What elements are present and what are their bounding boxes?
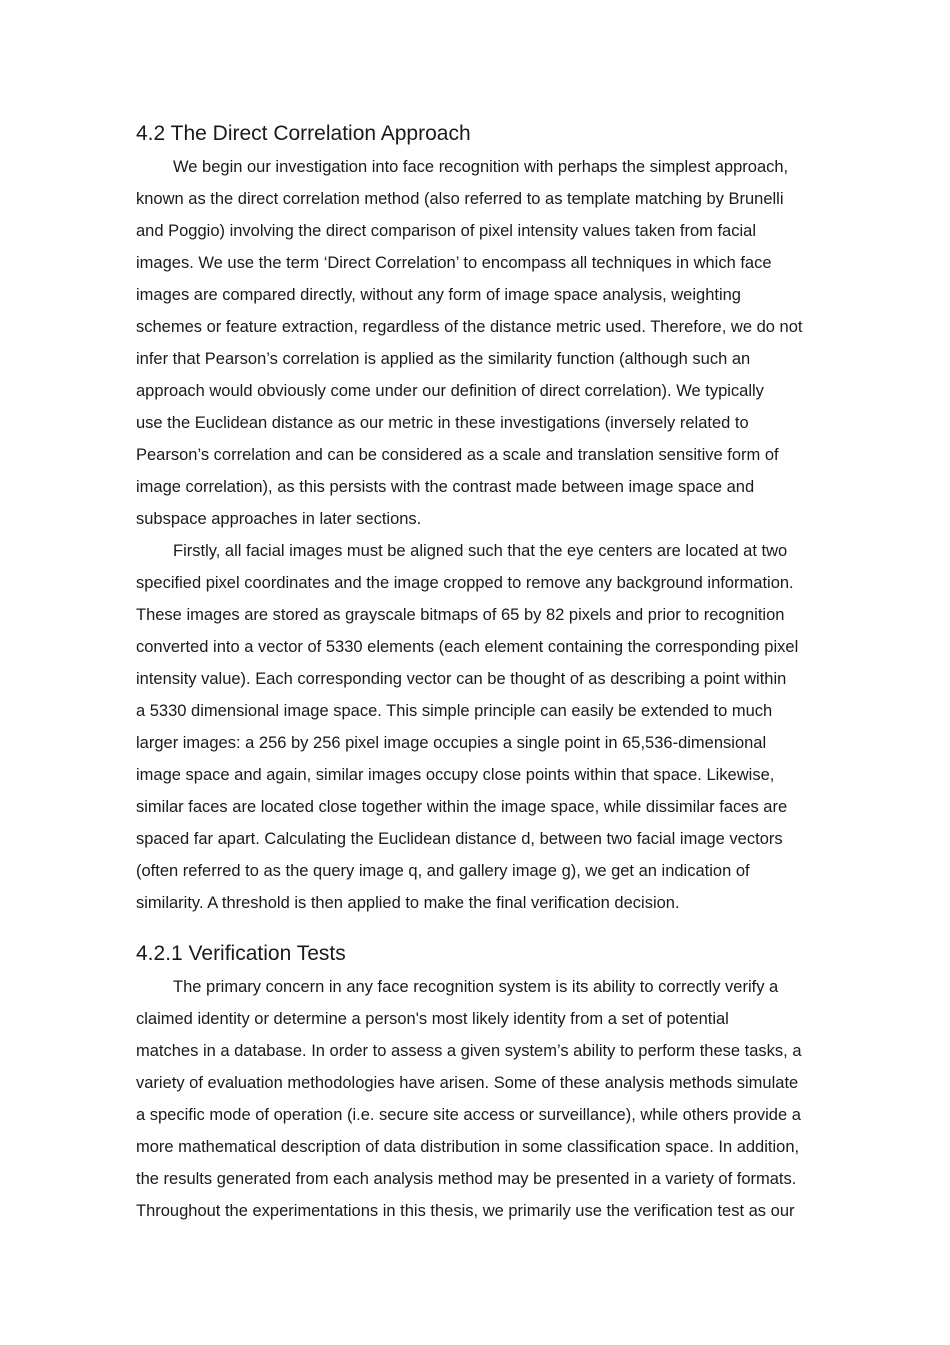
paragraph-line: images. We use the term ‘Direct Correlation’ to encompass all techniques in which face [136, 254, 772, 272]
paragraph-line: subspace approaches in later sections. [136, 510, 422, 528]
paragraph-line: schemes or feature extraction, regardless of the distance metric used. Therefore, we do not [136, 318, 803, 336]
paragraph-line: infer that Pearson’s correlation is applied as the similarity function (although such an [136, 350, 751, 368]
paragraph-line: specified pixel coordinates and the image cropped to remove any background information. [136, 574, 794, 592]
paragraph-line: approach would obviously come under our definition of direct correlation). We typically [136, 382, 764, 400]
paragraph-line: Firstly, all facial images must be aligned such that the eye centers are located at two [173, 542, 788, 560]
paragraph-line: the results generated from each analysis method may be presented in a variety of formats. [136, 1170, 797, 1188]
paragraph-line: claimed identity or determine a person's most likely identity from a set of potential [136, 1010, 729, 1028]
paragraph-line: variety of evaluation methodologies have arisen. Some of these analysis methods simulate [136, 1074, 799, 1092]
paragraph-line: a specific mode of operation (i.e. secure site access or surveillance), while others provide a [136, 1106, 801, 1124]
paragraph-line: and Poggio) involving the direct comparison of pixel intensity values taken from facial [136, 222, 756, 240]
subsection-heading: 4.2.1 Verification Tests [136, 942, 346, 965]
paragraph-line: larger images: a 256 by 256 pixel image occupies a single point in 65,536-dimensional [136, 734, 767, 752]
paragraph-line: similarity. A threshold is then applied to make the final verification decision. [136, 894, 680, 912]
paragraph-line: The primary concern in any face recognition system is its ability to correctly verify a [173, 978, 779, 996]
paragraph-line: use the Euclidean distance as our metric in these investigations (inversely related to [136, 414, 749, 432]
paragraph-line: Pearson’s correlation and can be considered as a scale and translation sensitive form of [136, 446, 779, 464]
paragraph-line: image correlation), as this persists with the contrast made between image space and [136, 478, 755, 496]
paragraph-line: converted into a vector of 5330 elements (each element containing the corresponding pixel [136, 638, 799, 656]
paragraph-line: more mathematical description of data distribution in some classification space. In addition, [136, 1138, 800, 1156]
paragraph-line: spaced far apart. Calculating the Euclidean distance d, between two facial image vectors [136, 830, 783, 848]
paragraph-line: matches in a database. In order to assess a given system’s ability to perform these tasks, a [136, 1042, 802, 1060]
paragraph-line: Throughout the experimentations in this thesis, we primarily use the verification test as our [136, 1202, 795, 1220]
paragraph-line: We begin our investigation into face recognition with perhaps the simplest approach, [173, 158, 789, 176]
paragraph-line: similar faces are located close together within the image space, while dissimilar faces are [136, 798, 788, 816]
section-heading: 4.2 The Direct Correlation Approach [136, 122, 471, 145]
paragraph-line: image space and again, similar images occupy close points within that space. Likewise, [136, 766, 775, 784]
paragraph-line: These images are stored as grayscale bitmaps of 65 by 82 pixels and prior to recognition [136, 606, 785, 624]
paragraph-line: (often referred to as the query image q, and gallery image g), we get an indication of [136, 862, 750, 880]
paragraph-line: a 5330 dimensional image space. This simple principle can easily be extended to much [136, 702, 773, 720]
paragraph-line: intensity value). Each corresponding vector can be thought of as describing a point within [136, 670, 787, 688]
paragraph-line: known as the direct correlation method (also referred to as template matching by Brunelli [136, 190, 784, 208]
paragraph-line: images are compared directly, without any form of image space analysis, weighting [136, 286, 741, 304]
